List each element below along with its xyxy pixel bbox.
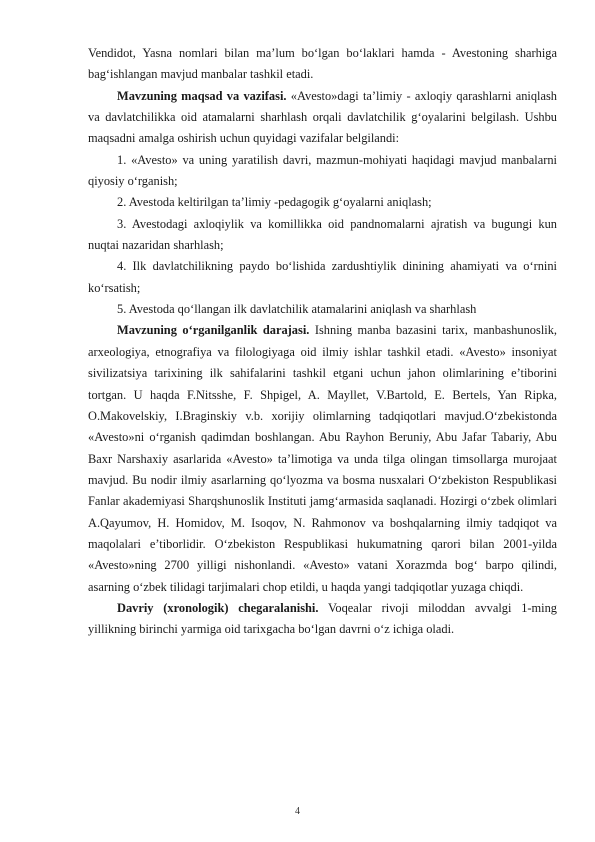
task-text: 5. Avestoda qo‘llangan ilk davlatchilik atamalarini aniqlash va sharhlash [117,302,477,317]
paragraph-text: Vendidot, Yasna nomlari bilan ma’lum bo‘lgan bo‘laklari hamda - Avestoning sharhiga bag‘ishlangan mavjud manbalar tashkil etadi. [88,46,557,82]
section-heading-study-degree: Mavzuning o‘rganilganlik darajasi. [117,323,310,338]
paragraph-intro-continuation [88,43,557,86]
paragraph-chronology [88,598,557,641]
paragraph-text: Ishning manba bazasini tarix, manbashunoslik, arxeologiya, etnografiya va filologiyaga oid ilmiy ishlar tashkil etadi. «Avesto» insoniyat sivilizatsiya tarixining ilk sahifalarini tashkil etgani uchun jahon olimlarining e’tiborini tortgan. U haqda F.Nitsshe, F. Shpigel, A. Mayllet, V.Bartold, E. Bertels, Yan Ripka, O.Makovelskiy, I.Braginskiy v.b. xorijiy olimlarning tadqiqotlari mavjud.O‘zbekistonda «Avesto»ni o‘rganish qadimdan boshlangan. Abu Rayhon Beruniy, Abu Jafar Tabariy, Abu Baxr Narshaxiy asarlarida «Avesto» ta’limotiga va unda tilga olingan timsollarga murojaat mavjud. Bu nodir ilmiy asarlarning qo‘lyozma va bosma nusxalari O‘zbekiston Respublikasi Fanlar akademiyasi Sharqshunoslik Instituti jamg‘armasida saqlanadi. Hozirgi o‘zbek olimlari A.Qayumov, H. Homidov, M. Isoqov, N. Rahmonov va boshqalarning ilmiy tadqiqot va maqolalari e’tiborlidir. O‘zbekiston Respublikasi hukumatning qarori bilan 2001-yilda «Avesto»ning 2700 yilligi nishonlandi. «Avesto» vatani Xorazmda bog‘ barpo qilindi, asarning o‘zbek tilidagi tarjimalari chop etildi, u haqda yangi tadqiqotlar yuzaga chiqdi. [88,323,558,594]
task-text: 3. Avestodagi axloqiylik va komillikka oid pandnomalarni ajratish va bugungi kun nuqtai nazaridan sharhlash; [88,216,557,253]
paragraph-text: «Avesto»dagi ta’limiy - axloqiy qarashlarni aniqlash va davlatchilikka oid atamalarni sharhlash orqali davlatchilik g‘oyalarini belgilash. Ushbu maqsadni amalga oshirish uchun quyidagi vazifalar belgilandi: [88,88,557,146]
task-item-2 [88,192,557,213]
task-item-4 [88,256,557,299]
section-heading-chronology: Davriy (xronologik) chegaralanishi. [117,600,319,615]
page-number: 4 [295,806,300,817]
task-text: 1. «Avesto» va uning yaratilish davri, mazmun-mohiyati haqidagi mavjud manbalarni qiyosiy o‘rganish; [88,152,557,189]
task-item-1 [88,150,557,193]
section-heading-goal: Mavzuning maqsad va vazifasi. [117,88,287,103]
paragraph-text: Voqealar rivoji miloddan avvalgi 1-ming yillikning birinchi yarmiga oid tarixgacha bo‘lgan davrni o‘z ichiga oladi. [88,600,558,637]
task-text: 2. Avestoda keltirilgan ta’limiy -pedagogik g‘oyalarni aniqlash; [117,195,432,210]
paragraph-study-degree [88,320,557,597]
paragraph-goal [88,86,557,150]
document-body [88,43,557,641]
task-text: 4. Ilk davlatchilikning paydo bo‘lishida zardushtiylik dinining ahamiyati va o‘rnini ko‘rsatish; [88,259,557,295]
task-item-3 [88,214,557,257]
task-item-5 [88,299,557,320]
